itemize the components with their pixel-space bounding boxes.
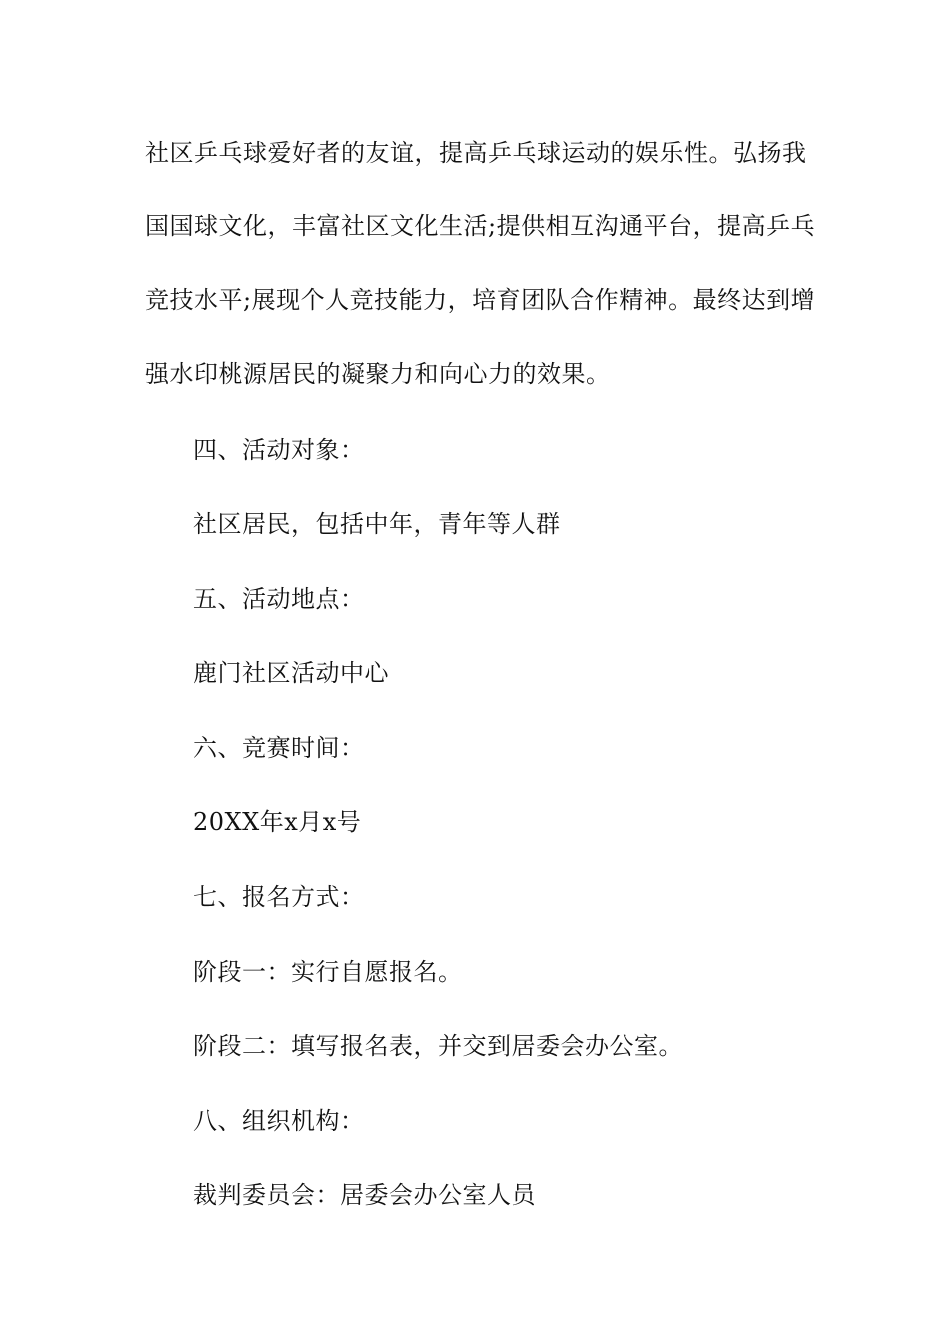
section-heading-location: 五、活动地点： — [193, 585, 365, 613]
paragraph-line: 国国球文化，丰富社区文化生活;提供相互沟通平台，提高乒乓 — [145, 212, 816, 240]
section-heading-target: 四、活动对象： — [193, 436, 365, 464]
section-heading-registration: 七、报名方式： — [193, 883, 365, 911]
section-text-time: 20XX年x月x号 — [193, 808, 362, 836]
section-text-judges: 裁判委员会：居委会办公室人员 — [193, 1181, 536, 1209]
section-text-stage-two: 阶段二：填写报名表，并交到居委会办公室。 — [193, 1032, 683, 1060]
section-heading-organization: 八、组织机构： — [193, 1107, 365, 1135]
paragraph-line: 社区乒乓球爱好者的友谊，提高乒乓球运动的娱乐性。弘扬我 — [145, 139, 807, 167]
section-text-target: 社区居民，包括中年，青年等人群 — [193, 510, 561, 538]
paragraph-line: 强水印桃源居民的凝聚力和向心力的效果。 — [145, 360, 611, 388]
paragraph-line: 竞技水平;展现个人竞技能力，培育团队合作精神。最终达到增 — [145, 286, 816, 314]
section-text-location: 鹿门社区活动中心 — [193, 659, 389, 687]
section-text-stage-one: 阶段一：实行自愿报名。 — [193, 958, 463, 986]
section-heading-time: 六、竞赛时间： — [193, 734, 365, 762]
